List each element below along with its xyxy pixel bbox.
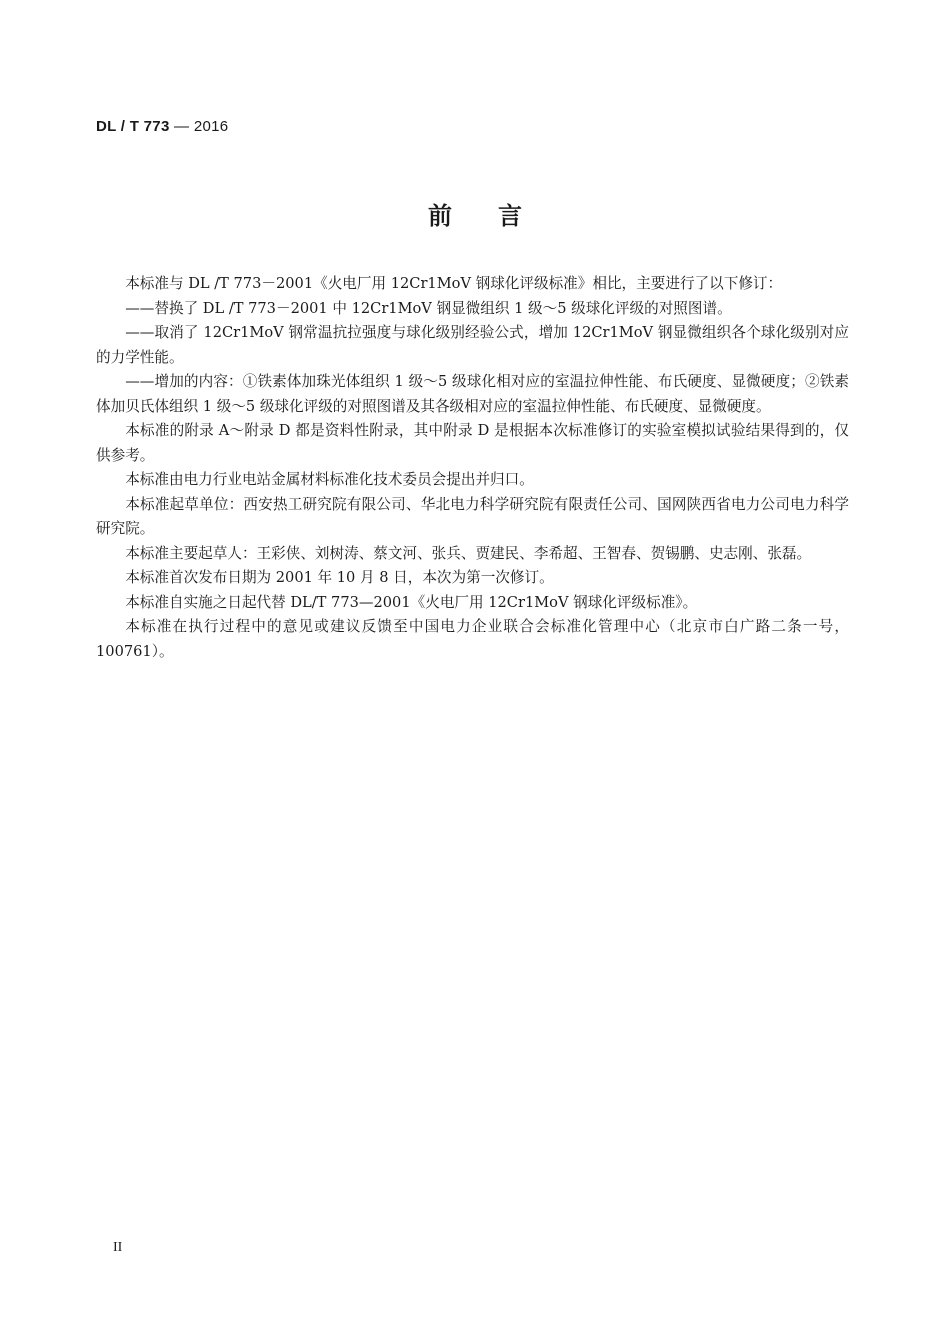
paragraph-revision-added: ——增加的内容：①铁素体加珠光体组织 1 级～5 级球化相对应的室温拉伸性能、布氏硬度、显微硬度；②铁素体加贝氏体组织 1 级～5 级球化评级的对照图谱及其各级相对应的室温拉伸性能、布氏硬度、显微硬度。 xyxy=(96,373,849,415)
paragraph-appendices: 本标准的附录 A～附录 D 都是资料性附录，其中附录 D 是根据本次标准修订的实验室模拟试验结果得到的，仅供参考。 xyxy=(96,422,849,464)
paragraph-revisions-intro: 本标准与 DL /T 773－2001《火电厂用 12Cr1MoV 钢球化评级标准》相比，主要进行了以下修订： xyxy=(125,275,783,292)
document-id-prefix: DL / T 773 xyxy=(96,118,170,135)
page-number: II xyxy=(113,1240,123,1255)
foreword-body xyxy=(96,272,849,664)
paragraph-supersedes: 本标准自实施之日起代替 DL/T 773—2001《火电厂用 12Cr1MoV 钢球化评级标准》。 xyxy=(125,593,698,611)
paragraph-drafters: 本标准主要起草人：王彩侠、刘树涛、蔡文河、张兵、贾建民、李希超、王智春、贺锡鹏、史志刚、张磊。 xyxy=(125,544,812,562)
paragraph-first-release: 本标准首次发布日期为 2001 年 10 月 8 日，本次为第一次修订。 xyxy=(125,569,554,586)
paragraph-revision-removed: ——取消了 12Cr1MoV 钢常温抗拉强度与球化级别经验公式，增加 12Cr1MoV 钢显微组织各个球化级别对应的力学性能。 xyxy=(96,324,849,366)
document-id xyxy=(96,118,228,135)
document-id-year: — 2016 xyxy=(169,118,229,135)
paragraph-revision-replaced: ——替换了 DL /T 773－2001 中 12Cr1MoV 钢显微组织 1 级～5 级球化评级的对照图谱。 xyxy=(125,299,732,317)
paragraph-feedback: 本标准在执行过程中的意见或建议反馈至中国电力企业联合会标准化管理中心（北京市白广路二条一号，100761）。 xyxy=(96,618,849,660)
paragraph-drafting-units: 本标准起草单位：西安热工研究院有限公司、华北电力科学研究院有限责任公司、国网陕西省电力公司电力科学研究院。 xyxy=(96,495,849,537)
paragraph-proposer: 本标准由电力行业电站金属材料标准化技术委员会提出并归口。 xyxy=(125,471,534,488)
page-title: 前言 xyxy=(428,202,568,230)
